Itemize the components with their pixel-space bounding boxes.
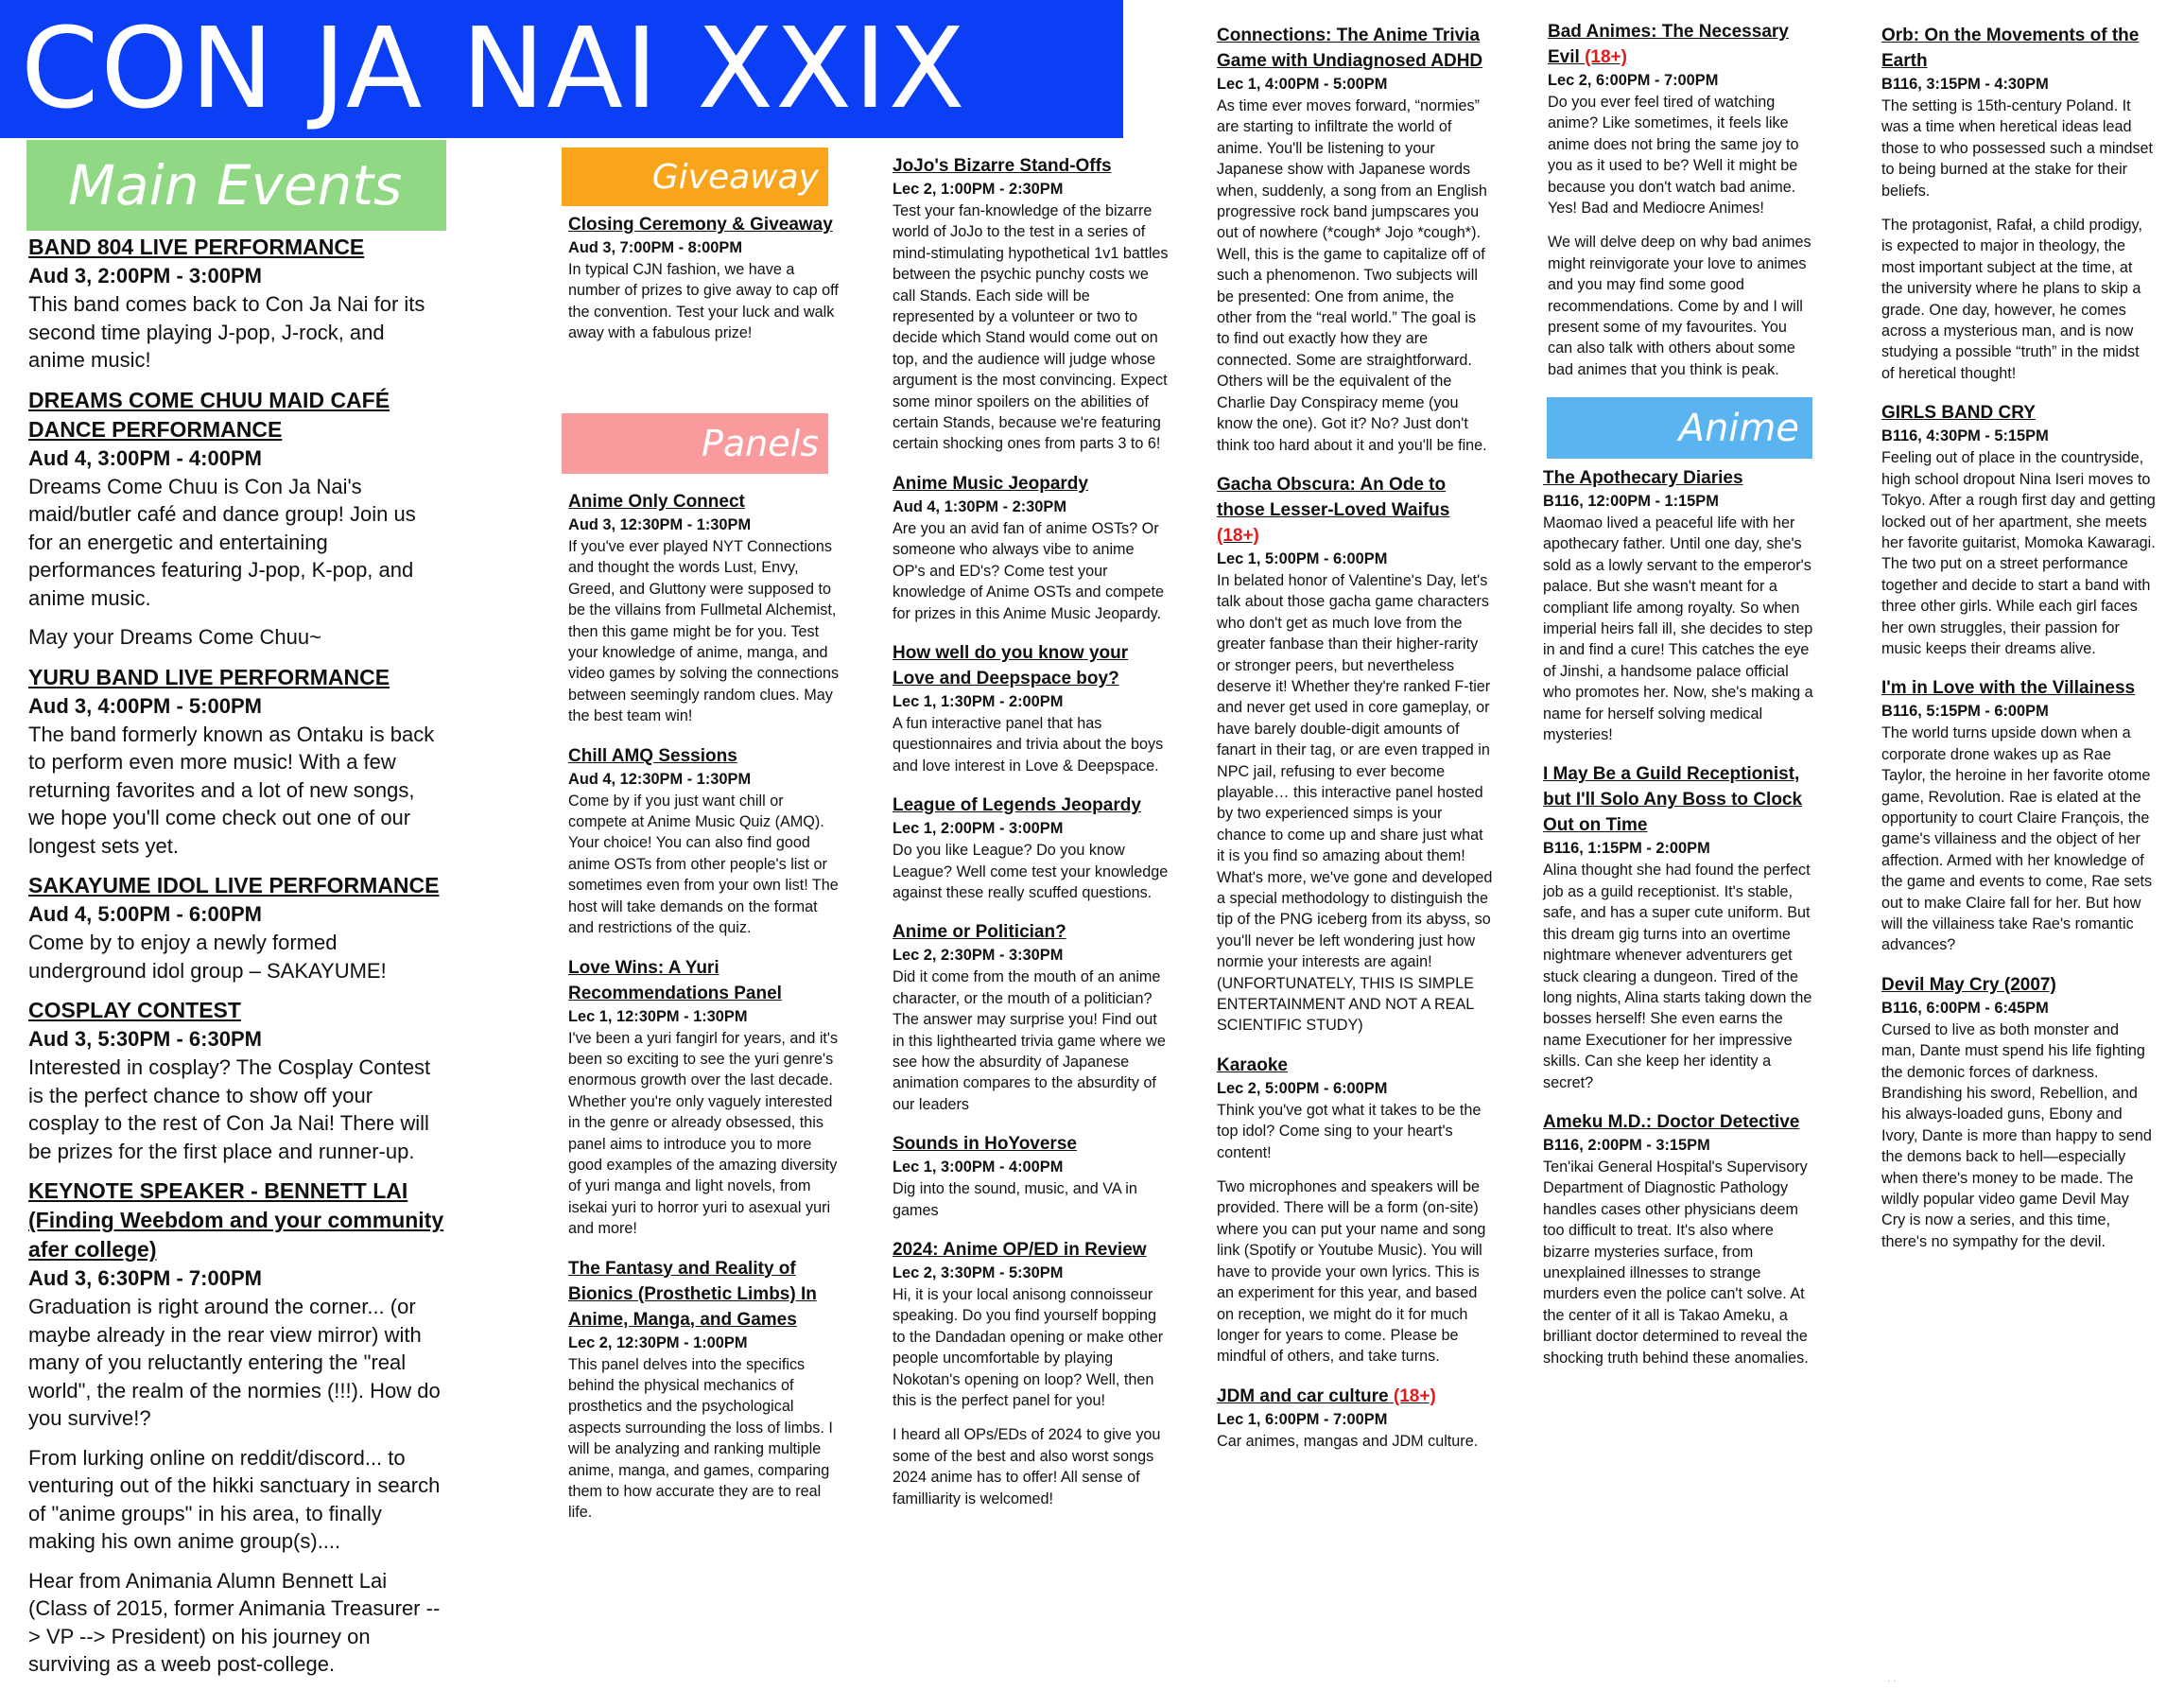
giveaway-column — [568, 212, 842, 360]
event-title-text: The Apothecary Diaries — [1543, 468, 1743, 488]
event-time: Lec 1, 2:00PM - 3:00PM — [893, 820, 1064, 838]
event-title — [568, 1256, 844, 1333]
event-description: Two microphones and speakers will be provided. There will be a form (on-site) where you can put your name and song link (Spotify or Youtube Music). You will have to provide your own lyrics. This is an experiment for this year, and based on reception, we might do it for much longer for years to come. Please be mindful of others, and take turns. — [1217, 1178, 1486, 1366]
event-title-text: Karaoke — [1217, 1054, 1288, 1075]
event-description: This panel delves into the specifics behind the physical mechanics of prosthetics and the psychological aspects surrounding the loss of limbs. I will be analyzing and ranking multiple anime, manga, and games, comparing them to how accurate they are to real life. — [568, 1355, 833, 1522]
main-events-header — [26, 140, 446, 231]
event-title — [568, 212, 842, 237]
panels-header-text: Panels — [701, 423, 819, 464]
event-title-text: Chill AMQ Sessions — [568, 745, 737, 766]
event-title-text: GIRLS BAND CRY — [1881, 403, 2036, 424]
event-title — [893, 1237, 1169, 1263]
event-time: Aud 3, 2:00PM - 3:00PM — [28, 264, 262, 287]
event-title — [28, 1176, 444, 1264]
event-title — [893, 640, 1169, 691]
event-title-text: Love Wins: A Yuri Recommendations Panel — [568, 957, 782, 1003]
event-title — [1543, 465, 1819, 491]
event-time: Aud 4, 12:30PM - 1:30PM — [568, 770, 752, 788]
event-title-text: Ameku M.D.: Doctor Detective — [1543, 1111, 1800, 1132]
panels-column-4 — [1548, 19, 1812, 396]
event-item — [28, 663, 444, 861]
event-time: Lec 1, 3:00PM - 4:00PM — [893, 1159, 1064, 1176]
event-title — [1881, 400, 2156, 426]
event-description: Maomao lived a peaceful life with her apothecary father. Until one day, she's sold as a lowly servant to the emperor's palace. But she wasn't meant for a compliant life among royalty. So when imperial heirs fall ill, she decides to step in and find a cure! This catches the eye of Jinshi, a handsome palace official who promotes her. Now, she's making a name for herself solving medical mysteries! — [1543, 514, 1813, 744]
event-title — [1548, 19, 1812, 70]
event-item — [893, 919, 1169, 1115]
event-time: Aud 3, 4:00PM - 5:00PM — [28, 693, 262, 718]
event-title — [1217, 472, 1493, 549]
event-description: Do you like League? Do you know League? Well come test your knowledge against these really scuffed questions. — [893, 842, 1169, 901]
event-title-text: COSPLAY CONTEST — [28, 998, 241, 1022]
event-time: Lec 2, 3:30PM - 5:30PM — [893, 1264, 1064, 1281]
event-item — [893, 1131, 1169, 1221]
event-description: I've been a yuri fangirl for years, and it's been so exciting to see the yuri genre's enormous growth over the last decade. Whether you're only vaguely interested in the genre or already obsessed, this panel aims to introduce you to more good examples of the amazing diversity of yuri manga and light novels, from isekai yuri to horror yuri to asexual yuri and more! — [568, 1029, 839, 1238]
event-item — [1543, 465, 1819, 745]
event-description: As time ever moves forward, “normies” are starting to infiltrate the world of anime. You'll be listening to your Japanese show with Japanese words when, suddenly, a song from an English progressive rock band jumpscares you out of nowhere (*cough* Jojo *cough*). Well, this is the game to capitalize off of such a phenomenon. Two subjects will be presented: One from anime, the other from the “real world.” The goal is to find out exactly how they are connected. Some are straightforward. Others will be the equivalent of the Charlie Day Conspiracy meme (you know the one). Got it? No? Just don't think too hard about it and you'll be fine. — [1217, 97, 1487, 454]
event-title-text: Anime Only Connect — [568, 492, 745, 512]
event-description: The band formerly known as Ontaku is back to perform even more music! With a few returning favorites and a lot of new songs, we hope you'll come check out one of our longest sets yet. — [28, 722, 435, 858]
event-description: Are you an avid fan of anime OSTs? Or someone who always vibe to anime OP's and ED's? Come test your knowledge of Anime OSTs and compete for prizes in this Anime Music Jeopardy. — [893, 519, 1165, 622]
event-title — [1217, 1384, 1493, 1409]
event-title — [1881, 675, 2156, 701]
event-time: B116, 1:15PM - 2:00PM — [1543, 840, 1710, 858]
panels-column-2 — [893, 153, 1169, 1525]
event-item — [1543, 761, 1819, 1092]
event-title-text: League of Legends Jeopardy — [893, 795, 1141, 816]
event-time: Lec 2, 2:30PM - 3:30PM — [893, 947, 1064, 965]
event-item — [568, 212, 842, 344]
event-time: Aud 4, 5:00PM - 6:00PM — [28, 902, 262, 926]
event-title — [1881, 23, 2156, 74]
event-item — [28, 871, 444, 984]
event-title-text: Gacha Obscura: An Ode to those Lesser-Loved Waifus — [1217, 474, 1450, 520]
event-description: This band comes back to Con Ja Nai for its second time playing J-pop, J-rock, and anime music! — [28, 292, 425, 372]
event-description: The protagonist, Rafał, a child prodigy, is expected to major in theology, the most important subject at the time, at the university where he plans to skip a grade. One day, however, he comes across a mysterious man, and is now studying a possible “truth” in the midst of heretical thought! — [1881, 217, 2142, 382]
event-title — [28, 386, 444, 444]
event-description: Did it come from the mouth of an anime character, or the mouth of a politician? The answer may surprise you! Find out in this lighthearted trivia game where we see how the absurdity of Japanese animation compares to the absurdity of our leaders — [893, 968, 1166, 1113]
event-title — [893, 919, 1169, 945]
event-item — [1881, 675, 2156, 955]
panels-column-1 — [568, 489, 844, 1540]
event-time: Aud 3, 12:30PM - 1:30PM — [568, 516, 752, 533]
event-time: Aud 4, 1:30PM - 2:30PM — [893, 497, 1066, 515]
event-title — [568, 489, 844, 514]
title-banner — [0, 0, 1123, 138]
event-item — [1217, 472, 1493, 1037]
event-item — [1217, 23, 1493, 456]
event-item — [893, 471, 1169, 624]
event-time: B116, 6:00PM - 6:45PM — [1881, 999, 2049, 1017]
age-rating-badge: (18+) — [1217, 525, 1259, 546]
event-time: B116, 2:00PM - 3:15PM — [1543, 1136, 1710, 1154]
event-description: Dreams Come Chuu is Con Ja Nai's maid/butler café and dance group! Join us for an energetic and entertaining performances featuring J-pop, K-pop, and anime music. — [28, 474, 416, 610]
event-time: Aud 3, 6:30PM - 7:00PM — [28, 1266, 262, 1290]
event-title-text: I'm in Love with the Villainess — [1881, 678, 2136, 699]
event-description: Cursed to live as both monster and man, Dante must spend his life fighting the demonic forces of darkness. Brandishing his sword, Rebellion, and his always-loaded guns, Ebony and Ivory, Dante is more than happy to send the demons back to hell—especially when there's money to be made. The wildly popular video game Devil May Cry is now a series, and this time, there's no sympathy for the devil. — [1881, 1020, 2152, 1250]
panels-header — [562, 413, 828, 474]
event-title-text: Bad Animes: The Necessary Evil — [1548, 22, 1789, 67]
event-item — [568, 955, 844, 1240]
event-title-text: Connections: The Anime Trivia Game with Undiagnosed ADHD — [1217, 26, 1483, 71]
event-time: Lec 1, 4:00PM - 5:00PM — [1217, 76, 1388, 93]
event-item — [1881, 23, 2156, 384]
event-time: B116, 5:15PM - 6:00PM — [1881, 703, 2049, 721]
event-title-text: KEYNOTE SPEAKER - BENNETT LAI (Finding Weebdom and your community afer college) — [28, 1178, 444, 1262]
event-item — [1217, 1053, 1493, 1368]
event-item — [893, 153, 1169, 455]
event-title-text: SAKAYUME IDOL LIVE PERFORMANCE — [28, 873, 440, 897]
main-events-column — [28, 233, 444, 1690]
event-title-text: How well do you know your Love and Deepspace boy? — [893, 642, 1129, 688]
event-description: A fun interactive panel that has questionnaires and trivia about the boys and love interest in Love & Deepspace. — [893, 714, 1164, 775]
event-title-text: Anime or Politician? — [893, 922, 1066, 943]
event-time: Lec 2, 6:00PM - 7:00PM — [1548, 72, 1719, 89]
event-description: Do you ever feel tired of watching anime? Like sometimes, it feels like anime does not bring the same joy to you as it used to be? Well it might be because you don't watch bad anime. Yes! Bad and Mediocre Animes! — [1548, 94, 1799, 218]
anime-header — [1547, 397, 1812, 459]
event-description: Ten'ikai General Hospital's Supervisory Department of Diagnostic Pathology handles cases other physicians deem too difficult to treat. It's also where bizarre mysteries surface, from unexplained illnesses to strange murders even the police can't solve. At the center of it all is Takao Ameku, a brilliant doctor determined to reveal the shocking truth behind these anomalies. — [1543, 1158, 1809, 1367]
event-description: Test your fan-knowledge of the bizarre world of JoJo to the test in a series of mind-stimulating hypothetical 1v1 battles between the psychic punchy costs we call Stands. Each side will be represented by a volunteer or two to decide which Stand would come out on top, and the audience will judge whose argument is the most convincing. Expect some minor spoilers on the abilities of certain Stands, because we're featuring certain shocking ones from parts 3 to 6! — [893, 202, 1169, 453]
event-title-text: Orb: On the Movements of the Earth — [1881, 26, 2140, 71]
event-description: May your Dreams Come Chuu~ — [28, 625, 321, 649]
event-title — [28, 871, 444, 900]
event-item — [893, 1237, 1169, 1509]
event-description: We will delve deep on why bad animes might reinvigorate your love to animes and you may find some good recommendations. Come by and I will present some of my favourites. You can also talk with others about some bad animes that you think is peak. — [1548, 234, 1811, 378]
main-events-header-text: Main Events — [68, 153, 403, 218]
event-item — [568, 1256, 844, 1524]
event-title-text: 2024: Anime OP/ED in Review — [893, 1240, 1147, 1260]
event-item — [28, 1176, 444, 1679]
event-description: Dig into the sound, music, and VA in games — [893, 1180, 1137, 1219]
event-time: Lec 1, 5:00PM - 6:00PM — [1217, 549, 1388, 567]
event-description: In typical CJN fashion, we have a number of prizes to give away to cap off the convention. Test your luck and walk away with a fabulous prize! — [568, 261, 839, 342]
age-rating-badge: (18+) — [1585, 47, 1627, 67]
event-title-text: JDM and car culture — [1217, 1385, 1389, 1406]
event-time: Aud 3, 5:30PM - 6:30PM — [28, 1027, 262, 1051]
event-title — [893, 471, 1169, 497]
age-rating-badge: (18+) — [1393, 1385, 1436, 1406]
event-title-text: BAND 804 LIVE PERFORMANCE — [28, 235, 365, 259]
event-title — [893, 793, 1169, 818]
event-item — [1548, 19, 1812, 380]
event-time: B116, 4:30PM - 5:15PM — [1881, 427, 2049, 445]
event-title-text: DREAMS COME CHUU MAID CAFÉ DANCE PERFORMANCE — [28, 387, 390, 442]
event-title-text: Sounds in HoYoverse — [893, 1134, 1077, 1155]
event-item — [1543, 1109, 1819, 1368]
panels-column-3 — [1217, 23, 1493, 1468]
anime-column-2 — [1881, 23, 2156, 1268]
event-time: Lec 2, 5:00PM - 6:00PM — [1217, 1079, 1388, 1097]
event-description: If you've ever played NYT Connections and thought the words Lust, Envy, Greed, and Gluttony were supposed to be the villains from Fullmetal Alchemist, then this game might be for you. Test your knowledge of anime, manga, and video games by solving the connections between seemingly random clues. May the best team win! — [568, 538, 840, 725]
event-description: Come by if you just want chill or compete at Anime Music Quiz (AMQ). Your choice! You can also find good anime OSTs from other people's list or sometimes even from your own list! The host will take demands on the format and restrictions of the quiz. — [568, 792, 839, 937]
event-item — [28, 996, 444, 1165]
event-description: Hi, it is your local anisong connoisseur speaking. Do you find yourself bopping to the Dandadan opening or make other people uncomfortable by playing Nokotan's opening on loop? Well, then this is the perfect panel for you! — [893, 1286, 1164, 1410]
event-description: Feeling out of place in the countryside, high school dropout Nina Iseri moves to Tokyo. After a rough first day and getting locked out of her apartment, she meets her favorite guitarist, Momoka Kawaragi. The two put on a street performance together and decide to start a band with three other girls. While each girl faces her own struggles, their passion for music keeps their dreams alive. — [1881, 449, 2156, 657]
event-description: Graduation is right around the corner... (or maybe already in the rear view mirror) with many of you reluctantly entering the "real world", the realm of the normies (!!!). How do you survive!? — [28, 1295, 441, 1430]
event-time: Lec 2, 1:00PM - 2:30PM — [893, 181, 1064, 198]
event-time: Lec 1, 1:30PM - 2:00PM — [893, 692, 1064, 710]
event-title — [1217, 1053, 1493, 1078]
event-item — [893, 640, 1169, 776]
anime-column-1 — [1543, 465, 1819, 1385]
giveaway-header-text: Giveaway — [651, 157, 819, 197]
event-description: Interested in cosplay? The Cosplay Contest is the perfect chance to show off your cosplay to the rest of Con Ja Nai! There will be prizes for the first place and runner-up. — [28, 1055, 431, 1163]
event-title-text: Anime Music Jeopardy — [893, 473, 1088, 494]
event-title — [28, 233, 444, 262]
event-item — [568, 489, 844, 727]
event-item — [1217, 1384, 1493, 1452]
event-title — [568, 743, 844, 769]
event-description: Alina thought she had found the perfect job as a guild receptionist. It's stable, safe, and has a super cute uniform. But this dream gig turns into an overtime nightmare whenever adventurers get stuck clearing a dungeon. Tired of the long nights, Alina starts taking down the bosses herself! She even earns the name Executioner for her impressive skills. Can she keep her identity a secret? — [1543, 862, 1812, 1091]
event-time: Lec 2, 12:30PM - 1:00PM — [568, 1333, 748, 1351]
page-mark: · · — [1887, 1676, 1897, 1686]
event-description: I heard all OPs/EDs of 2024 to give you some of the best and also worst songs 2024 anime has to offer! All sense of familliarity is welcomed! — [893, 1426, 1161, 1507]
event-description: From lurking online on reddit/discord... to venturing out of the hikki sanctuary in search of "anime groups" in his area, to finally making his own anime group(s).... — [28, 1445, 441, 1553]
event-description: Think you've got what it takes to be the top idol? Come sing to your heart's content! — [1217, 1101, 1482, 1161]
event-item — [1881, 972, 2156, 1252]
event-item — [568, 743, 844, 939]
event-title-text: The Fantasy and Reality of Bionics (Prosthetic Limbs) In Anime, Manga, and Games — [568, 1258, 817, 1330]
event-title — [893, 153, 1169, 179]
event-title-text: JoJo's Bizarre Stand-Offs — [893, 156, 1112, 176]
event-description: The world turns upside down when a corporate drone wakes up as Rae Taylor, the heroine in her favorite otome game, Revolution. Rae is elated at the opportunity to court Claire François, the game's villainess and the object of her affection. Armed with her knowledge of the game and events to come, Rae sets out to make Claire fall for her. But how will the villainess take Rae's romantic advances? — [1881, 724, 2153, 954]
event-description: The setting is 15th-century Poland. It was a time when heretical ideas lead those to who possessed such a mindset to being burned at the stake for their beliefs. — [1881, 97, 2154, 200]
event-time: Aud 4, 3:00PM - 4:00PM — [28, 445, 262, 470]
giveaway-header — [562, 148, 828, 206]
event-title-text: Devil May Cry (2007) — [1881, 974, 2056, 995]
event-item — [28, 386, 444, 652]
event-title — [1543, 1109, 1819, 1135]
event-item — [893, 793, 1169, 903]
event-time: Lec 1, 12:30PM - 1:30PM — [568, 1007, 748, 1025]
event-time: Aud 3, 7:00PM - 8:00PM — [568, 239, 742, 256]
anime-header-text: Anime — [1678, 406, 1799, 450]
event-title-text: YURU BAND LIVE PERFORMANCE — [28, 664, 390, 689]
event-time: Lec 1, 6:00PM - 7:00PM — [1217, 1410, 1388, 1428]
event-description: Come by to enjoy a newly formed underground idol group – SAKAYUME! — [28, 931, 387, 983]
event-title-text: Closing Ceremony & Giveaway — [568, 215, 833, 235]
event-title — [1543, 761, 1819, 838]
page-title: CON JA NAI XXIX — [21, 3, 967, 133]
event-title — [28, 996, 444, 1025]
event-description: In belated honor of Valentine's Day, let's talk about those gacha game characters who don't get as much love from the greater fanbase than their higher-rarity or stronger peers, but nevertheless deserve it! Whether they're ranked F-tier and never get used in core gameplay, or have barely double-digit amounts of fanart in their tag, or are even trapped in NPC jail, refusing to ever become playable… this interactive panel hosted by two experienced simps is your chance to come up and share just what it is you find so amazing about them! What's more, we've gone and developed a special methodology to distinguish the tip of the PNG iceberg from its abyss, so you'll never be left wondering just how normie your interests are again! (UNFORTUNATELY, THIS IS SIMPLE ENTERTAINMENT AND NOT A REAL SCIENTIFIC STUDY) — [1217, 571, 1493, 1035]
event-title — [1881, 972, 2156, 998]
event-title-text: I May Be a Guild Receptionist, but I'll Solo Any Boss to Clock Out on Time — [1543, 764, 1803, 836]
event-title — [893, 1131, 1169, 1157]
event-title — [1217, 23, 1493, 74]
event-title — [568, 955, 844, 1006]
event-description: Car animes, mangas and JDM culture. — [1217, 1432, 1479, 1450]
event-time: B116, 12:00PM - 1:15PM — [1543, 493, 1719, 510]
event-description: Hear from Animania Alumn Bennett Lai (Class of 2015, former Animania Treasurer --> VP --> President) on his journey on surviving as a weeb post-college. — [28, 1568, 441, 1676]
event-item — [28, 233, 444, 375]
event-time: B116, 3:15PM - 4:30PM — [1881, 76, 2049, 93]
event-item — [1881, 400, 2156, 659]
event-title — [28, 663, 444, 692]
